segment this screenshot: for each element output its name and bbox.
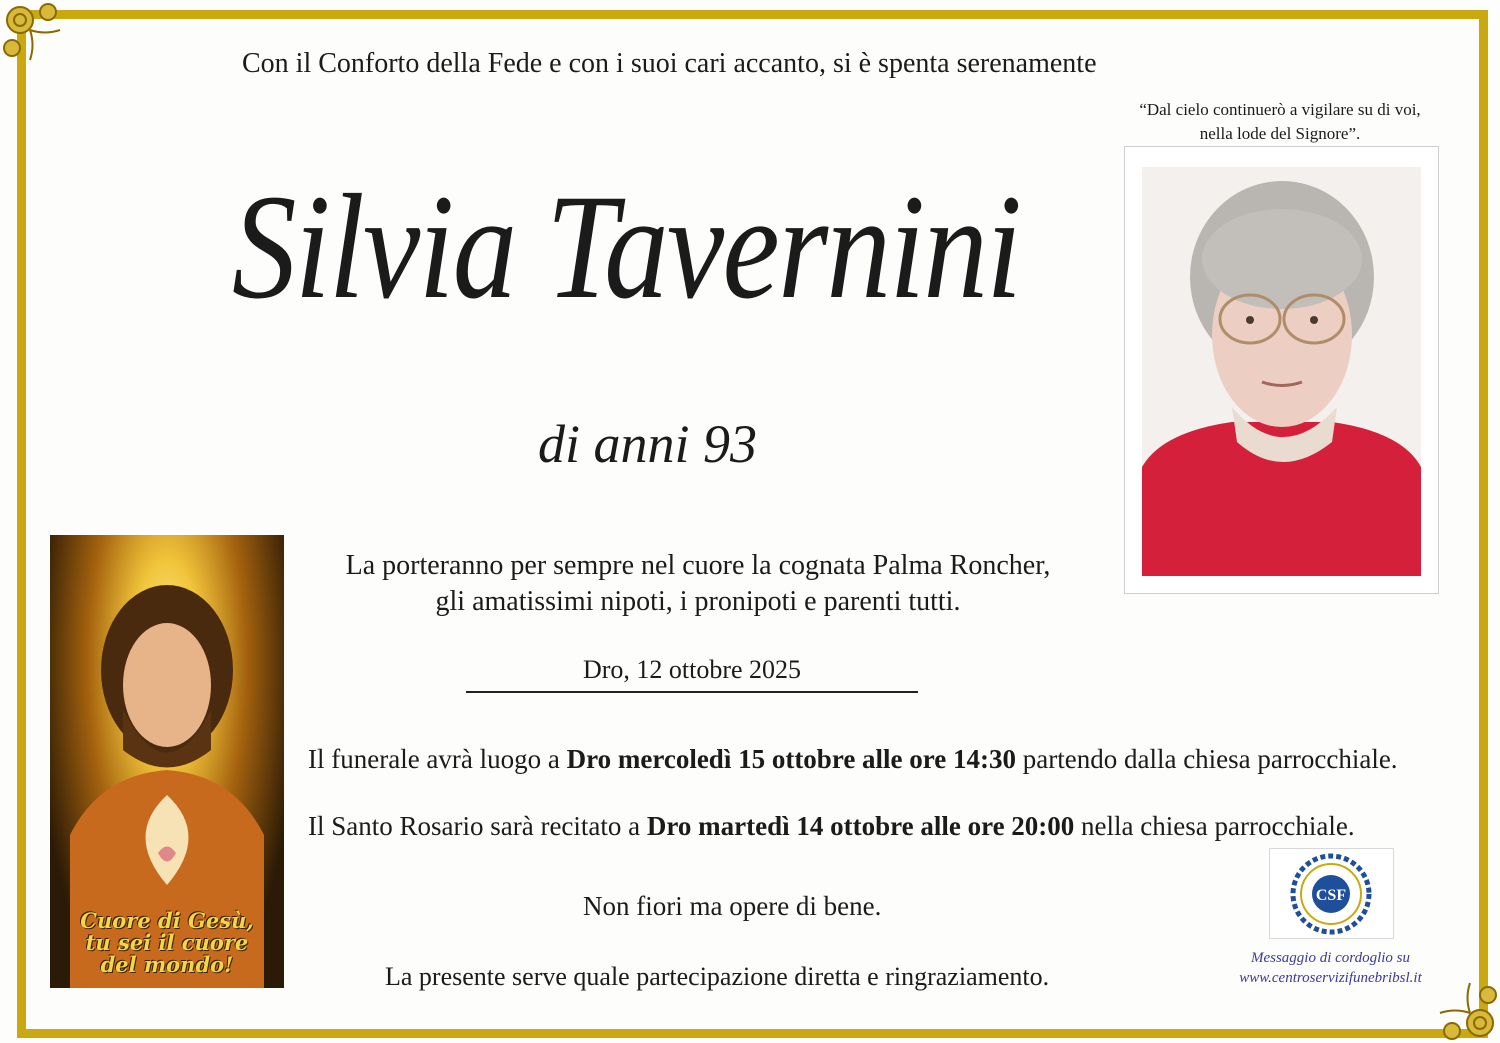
funeral-prefix: Il funerale avrà luogo a xyxy=(308,744,567,774)
rosary-suffix: nella chiesa parrocchiale. xyxy=(1074,811,1355,841)
mourners-line: gli amatissimi nipoti, i pronipoti e parenti tutti. xyxy=(435,586,961,617)
participation-text: La presente serve quale partecipazione diretta e ringraziamento. xyxy=(385,962,1050,991)
portrait-frame xyxy=(1124,146,1439,594)
csf-message[interactable] xyxy=(1208,948,1453,988)
portrait-photo xyxy=(1142,167,1421,576)
quote-line: nella lode del Signore”. xyxy=(1199,124,1361,143)
age-text: di anni 93 xyxy=(538,414,758,474)
mourners-line: La porteranno per sempre nel cuore la cognata Palma Roncher, xyxy=(345,550,1051,581)
quote-line: “Dal cielo continuerò a vigilare su di voi, xyxy=(1139,100,1421,119)
date-line: Dro, 12 ottobre 2025 xyxy=(466,655,918,693)
rosary-when: Dro martedì 14 ottobre alle ore 20:00 xyxy=(646,811,1075,841)
caption-line: del mondo! xyxy=(100,952,234,977)
quote xyxy=(1080,98,1480,146)
rose-ornament-icon xyxy=(0,0,70,70)
funeral-info xyxy=(308,744,1398,775)
no-flowers-text: Non fiori ma opere di bene. xyxy=(583,891,882,921)
caption-line: tu sei il cuore xyxy=(85,930,249,955)
holy-card-caption xyxy=(50,910,284,976)
rosary-prefix: Il Santo Rosario sarà recitato a xyxy=(308,811,647,841)
csf-website-link[interactable]: www.centroservizifunebribsl.it xyxy=(1239,970,1422,986)
deceased-name: Silvia Tavernini xyxy=(232,164,1021,330)
funeral-when: Dro mercoledì 15 ottobre alle ore 14:30 xyxy=(566,744,1017,774)
caption-line: Cuore di Gesù, xyxy=(80,908,254,933)
csf-logo-box[interactable] xyxy=(1269,848,1394,939)
csf-logo-icon xyxy=(1270,849,1393,938)
funeral-suffix: partendo dalla chiesa parrocchiale. xyxy=(1016,744,1398,774)
csf-logo-text: CSF xyxy=(1315,887,1347,904)
sacred-heart-card xyxy=(50,535,284,988)
csf-message-line: Messaggio di cordoglio su xyxy=(1250,950,1411,966)
mourners-text xyxy=(290,548,1106,620)
rosary-info xyxy=(308,811,1355,842)
intro-text: Con il Conforto della Fede e con i suoi cari accanto, si è spenta serenamente xyxy=(242,48,1097,79)
